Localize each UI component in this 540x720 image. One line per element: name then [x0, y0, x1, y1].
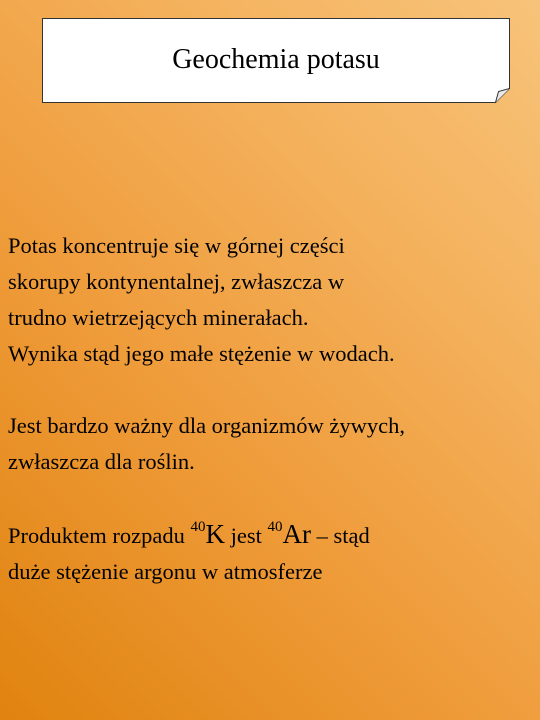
paragraph-decay [8, 516, 533, 590]
paragraph1-line4: Wynika stąd jego małe stężenie w wodach. [8, 341, 395, 366]
paragraph-importance [8, 408, 533, 480]
paragraph3-pre: Produktem rozpadu [8, 523, 191, 548]
k-mass-number: 40 [190, 519, 206, 535]
k-symbol: K [205, 519, 225, 549]
paragraph1-line2: skorupy kontynentalnej, zwłaszcza w [8, 269, 345, 294]
slide-title: Geochemia potasu [172, 44, 380, 75]
paragraph3-line2: duże stężenie argonu w atmosferze [8, 559, 323, 584]
paragraph2-line2: zwłaszcza dla roślin. [8, 449, 195, 474]
paragraph3-mid: jest [224, 523, 268, 548]
paragraph1-line1: Potas koncentruje się w górnej części [8, 233, 345, 258]
slide-content [8, 228, 533, 590]
title-box [42, 18, 510, 102]
paragraph2-line1: Jest bardzo ważny dla organizmów żywych, [8, 413, 405, 438]
paragraph-potassium-distribution [8, 228, 533, 372]
paragraph3-post: – stąd [310, 523, 370, 548]
paragraph1-line3: trudno wietrzejących minerałach. [8, 305, 309, 330]
ar-mass-number: 40 [267, 519, 283, 535]
ar-symbol: Ar [282, 519, 311, 549]
